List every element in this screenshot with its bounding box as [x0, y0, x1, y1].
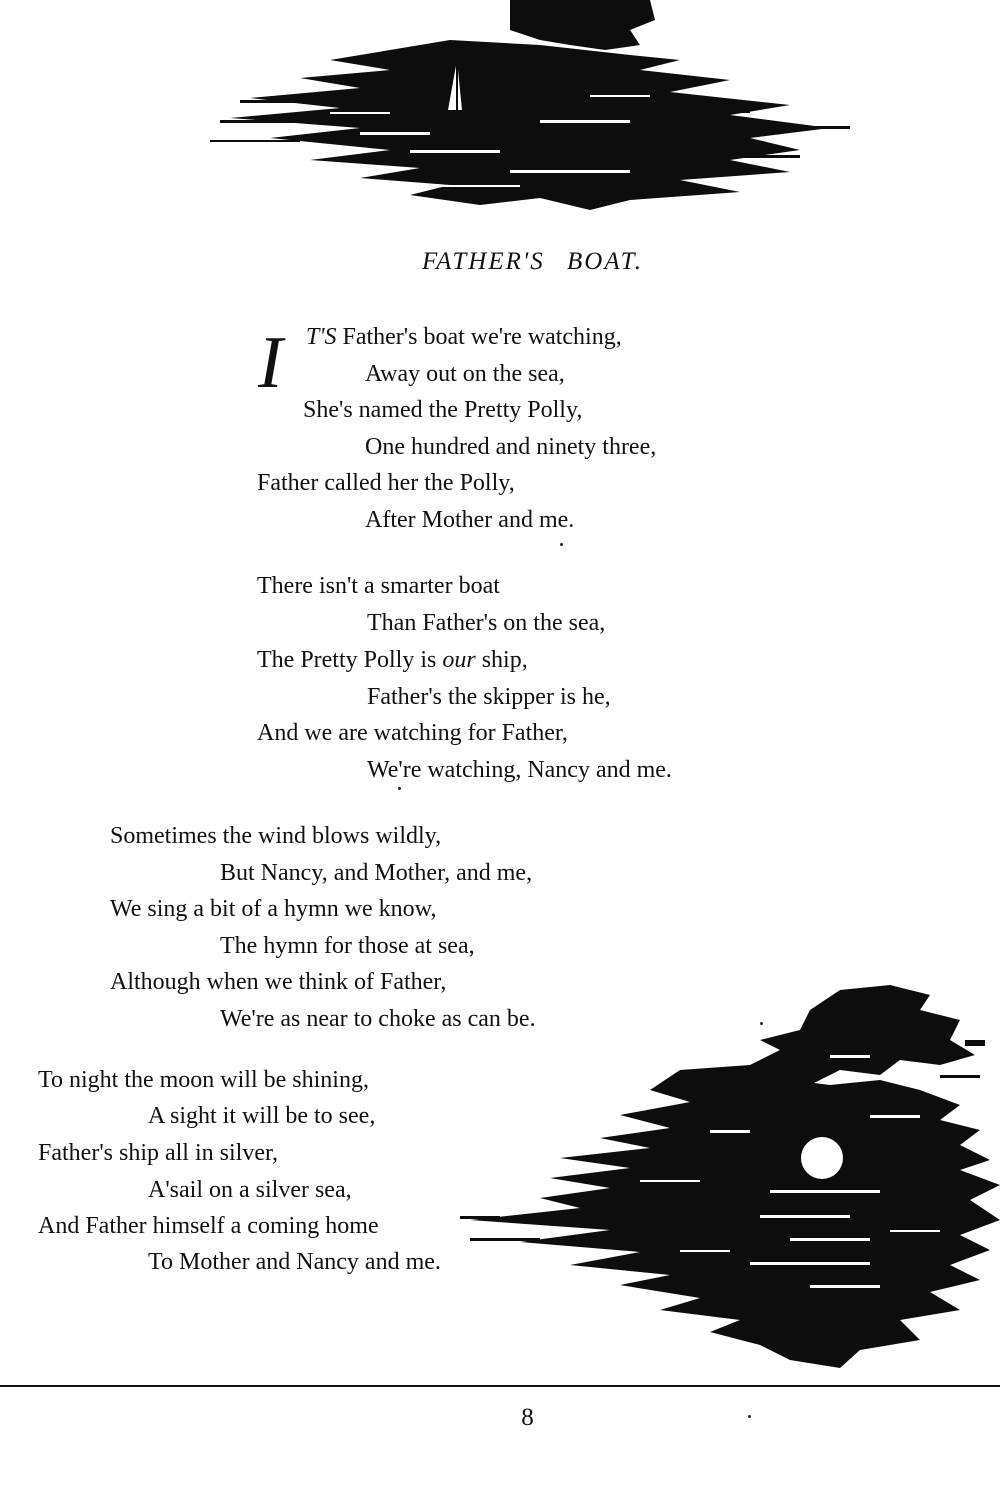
stanza1-line2: Away out on the sea, — [365, 361, 565, 387]
stanza4-line3: Father's ship all in silver, — [38, 1140, 278, 1166]
stanza3-line1: Sometimes the wind blows wildly, — [110, 823, 442, 849]
stanza2-line3-emphasis: our — [442, 647, 476, 673]
stanza4-line4: A'sail on a silver sea, — [148, 1177, 352, 1203]
stanza4-line6: To Mother and Nancy and me. — [148, 1249, 441, 1275]
stanza1-line6: After Mother and me. — [365, 507, 575, 533]
stanza3-line5: Although when we think of Father, — [110, 969, 447, 995]
stanza2-line3-end: ship, — [475, 647, 528, 673]
footer-rule — [0, 1385, 1000, 1387]
moon-over-sea-illustration — [460, 980, 1000, 1375]
stanza3-line6: We're as near to choke as can be. — [220, 1006, 536, 1032]
stanza3-line2: But Nancy, and Mother, and me, — [220, 860, 533, 886]
stanza1-opener: T'S — [306, 324, 337, 350]
stanza1-line5: Father called her the Polly, — [257, 470, 515, 496]
stanza1-line1-text: Father's boat we're watching, — [336, 324, 622, 350]
drop-cap-letter: I — [258, 322, 283, 404]
stanza1-line3: She's named the Pretty Polly, — [303, 397, 583, 423]
stanza2-line4: Father's the skipper is he, — [367, 684, 611, 710]
stanza1-line1 — [306, 323, 622, 351]
stanza4-line5: And Father himself a coming home — [38, 1213, 379, 1239]
stanza4-line2: A sight it will be to see, — [148, 1103, 376, 1129]
stanza2-line3-start: The Pretty Polly is — [257, 647, 443, 673]
poem-title: FATHER'S BOAT. — [422, 248, 643, 275]
sailboat-on-sea-illustration — [210, 0, 850, 215]
ink-speck — [398, 787, 401, 790]
stanza2-line6: We're watching, Nancy and me. — [367, 757, 672, 783]
stanza2-line5: And we are watching for Father, — [257, 720, 568, 746]
stanza4-line1: To night the moon will be shining, — [38, 1067, 369, 1093]
ink-speck — [760, 1022, 763, 1025]
ink-speck — [560, 543, 563, 546]
stanza3-line3: We sing a bit of a hymn we know, — [110, 896, 437, 922]
ink-speck — [748, 1415, 751, 1418]
stanza2-line1: There isn't a smarter boat — [257, 573, 500, 599]
stanza2-line3 — [257, 646, 528, 674]
page-number: 8 — [521, 1404, 534, 1431]
stanza2-line2: Than Father's on the sea, — [367, 610, 606, 636]
stanza3-line4: The hymn for those at sea, — [220, 933, 475, 959]
stanza1-line4: One hundred and ninety three, — [365, 434, 657, 460]
